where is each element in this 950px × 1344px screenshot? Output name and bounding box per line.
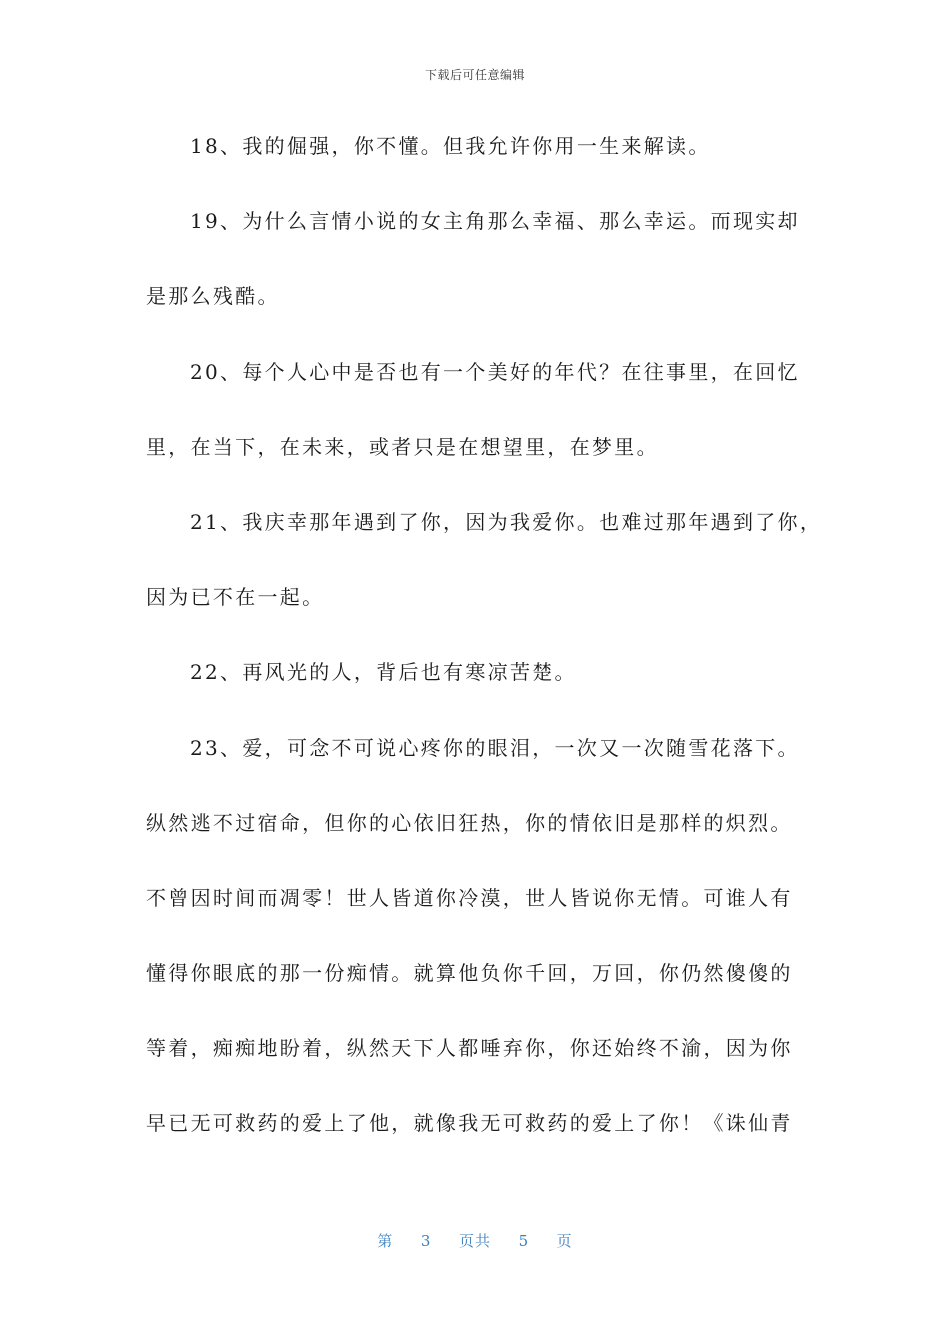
page-header: 下载后可任意编辑: [424, 68, 525, 82]
paragraph-line: 等着，痴痴地盼着，纵然天下人都唾弃你，你还始终不渝，因为你: [146, 1036, 793, 1061]
paragraph-22: [146, 654, 814, 692]
paragraph-line: 18、我的倔强，你不懂。但我允许你用一生来解读。: [190, 134, 711, 158]
paragraph-line: 不曾因时间而凋零！世人皆道你冷漠，世人皆说你无情。可谁人有: [146, 885, 793, 910]
paragraph-line: 20、每个人心中是否也有一个美好的年代？在往事里，在回忆: [190, 359, 800, 384]
paragraph-line: 纵然逃不过宿命，但你的心依旧狂热，你的情依旧是那样的炽烈。: [146, 810, 793, 835]
paragraph-18: [146, 128, 814, 166]
paragraph-21: [146, 504, 823, 617]
paragraph-line: 早已无可救药的爱上了他，就像我无可救药的爱上了你！《诛仙青: [146, 1111, 793, 1136]
paragraph-line: 23、爱，可念不可说心疼你的眼泪，一次又一次随雪花落下。: [190, 735, 800, 760]
paragraph-line: 22、再风光的人，背后也有寒凉苦楚。: [190, 660, 577, 685]
paragraph-23: [146, 730, 814, 1144]
paragraph-20: [146, 354, 814, 467]
paragraph-line: 因为已不在一起。: [146, 585, 325, 610]
paragraph-line: 19、为什么言情小说的女主角那么幸福、那么幸运。而现实却: [190, 209, 800, 234]
paragraph-line: 21、我庆幸那年遇到了你，因为我爱你。也难过那年遇到了你，: [190, 509, 823, 534]
paragraph-line: 懂得你眼底的那一份痴情。就算他负你千回，万回，你仍然傻傻的: [146, 961, 793, 986]
page-label-prefix: 第: [377, 1232, 394, 1250]
current-page-number: 3: [420, 1232, 432, 1250]
paragraph-19: [146, 203, 814, 316]
total-pages-number: 5: [518, 1232, 530, 1250]
page-footer: [0, 1230, 950, 1251]
page-label-mid: 页共: [458, 1232, 491, 1250]
page-label-suffix: 页: [556, 1232, 573, 1250]
document-body: [146, 128, 823, 1143]
paragraph-line: 里，在当下，在未来，或者只是在想望里，在梦里。: [146, 434, 659, 459]
paragraph-line: 是那么残酷。: [146, 284, 280, 309]
